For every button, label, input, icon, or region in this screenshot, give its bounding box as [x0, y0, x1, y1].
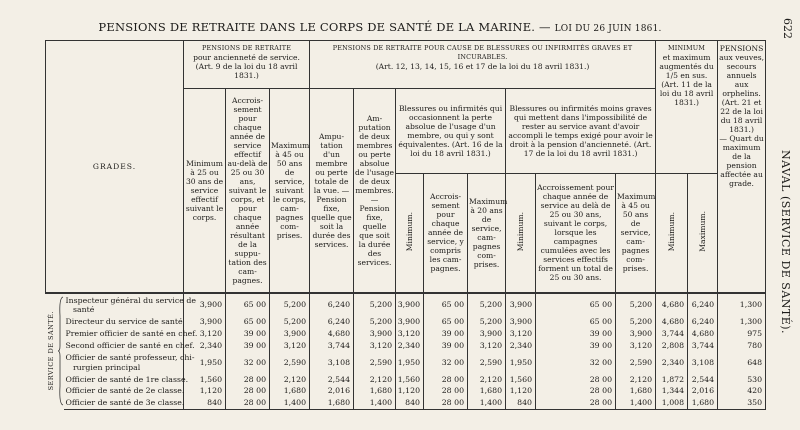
value-cell: 530: [718, 374, 766, 386]
value-cell: 3,120: [270, 340, 310, 352]
value-cell: 3,900: [184, 293, 226, 316]
value-cell: 4,680: [656, 293, 688, 316]
value-cell: 3,120: [396, 328, 424, 340]
value-cell: 28 00: [226, 397, 270, 409]
value-cell: 39 00: [424, 328, 468, 340]
value-cell: 5,200: [270, 316, 310, 328]
grade-name: Premier officier de santé en chef.: [65, 329, 198, 339]
anc-accroissement-header: Accrois-sement pour chaque année de service effectif au-delà de 25 ou 30 ans, suivant le corps, et pour chaque année résultant de la suppu-tation des cam-pagnes.: [226, 88, 270, 293]
value-cell: 65 00: [536, 293, 616, 316]
value-cell: 5,200: [354, 293, 396, 316]
value-cell: 6,240: [310, 316, 354, 328]
value-cell: 3,120: [506, 328, 536, 340]
value-cell: 1,680: [270, 385, 310, 397]
veuves-quart: — Quart du maximum de la pension affectée au grade.: [719, 134, 764, 188]
value-cell: 1,400: [616, 397, 656, 409]
grade-cell: [64, 316, 184, 328]
anc-maximum-header: Maximum à 45 ou 50 ans de service, suivant le corps, cam-pagnes com-prises.: [270, 88, 310, 293]
equiv-minimum-header: [396, 173, 424, 293]
table-row: [46, 397, 766, 409]
equiv-group-header: Blessures ou infirmités qui occasionnent la perte absolue de l'usage d'un membre, ou qui y sont équivalentes. (Art. 16 de la loi du 18 avril 1831.): [396, 88, 506, 173]
augment-minimum-text: Minimum.: [667, 212, 677, 252]
table-row: [46, 340, 766, 352]
value-cell: 2,340: [184, 340, 226, 352]
value-cell: 39 00: [424, 340, 468, 352]
grade-cell: [64, 374, 189, 386]
grade-name-cont: santé: [72, 305, 95, 315]
augment-maximum-text: Maximum.: [698, 211, 708, 253]
value-cell: 39 00: [226, 340, 270, 352]
value-cell: 1,680: [468, 385, 506, 397]
table-row: [46, 293, 766, 316]
moins-group-header: Blessures ou infirmités moins graves qui mettent dans l'impossibilité de rester au service avant d'avoir accompli le temps exigé pour avoir le droit à la pension d'ancienneté. (Art. 17 de la loi du 18 avril 1831.): [506, 88, 656, 173]
value-cell: 65 00: [424, 316, 468, 328]
value-cell: 975: [718, 328, 766, 340]
value-cell: 2,340: [656, 352, 688, 374]
value-cell: 350: [718, 397, 766, 409]
value-cell: 1,300: [718, 316, 766, 328]
grade-name: Officier de santé de 2e classe.: [65, 386, 185, 396]
anciennete-group-header: [184, 41, 310, 89]
value-cell: 1,680: [616, 385, 656, 397]
value-cell: 5,200: [354, 316, 396, 328]
anciennete-label: PENSIONS DE RETRAITE: [201, 44, 292, 52]
grade-cell: [64, 340, 195, 352]
value-cell: 2,120: [354, 374, 396, 386]
value-cell: 1,560: [506, 374, 536, 386]
blessures-sub: (Art. 12, 13, 14, 15, 16 et 17 de la loi du 18 avril 1831.): [375, 62, 590, 71]
value-cell: 2,120: [270, 374, 310, 386]
category-label: SERVICE DE SANTÉ.: [46, 310, 55, 391]
grade-name-cont: rurgien principal: [72, 362, 141, 372]
value-cell: 1,120: [396, 385, 424, 397]
augment-sub: et maximum augmentés du 1/5 en sus. (Art. 11 de la loi du 18 avril 1831.): [659, 53, 714, 107]
value-cell: 3,120: [616, 340, 656, 352]
value-cell: 2,590: [468, 352, 506, 374]
augment-group-header: [656, 41, 718, 174]
value-cell: 32 00: [226, 352, 270, 374]
value-cell: 5,200: [468, 316, 506, 328]
value-cell: 3,900: [506, 316, 536, 328]
value-cell: 2,544: [688, 374, 718, 386]
value-cell: 28 00: [536, 374, 616, 386]
grade-cell: [64, 328, 198, 340]
title-text: PENSIONS DE RETRAITE DANS LE CORPS DE SANTÉ DE LA MARINE. —: [98, 20, 551, 34]
value-cell: 1,400: [468, 397, 506, 409]
value-cell: 1,872: [656, 374, 688, 386]
table-row: [46, 316, 766, 328]
value-cell: 1,300: [718, 293, 766, 316]
value-cell: 32 00: [536, 352, 616, 374]
value-cell: 420: [718, 385, 766, 397]
value-cell: 28 00: [424, 397, 468, 409]
grade-name: Second officier de santé en chef.: [65, 340, 195, 350]
value-cell: 3,108: [688, 352, 718, 374]
value-cell: 1,950: [396, 352, 424, 374]
value-cell: 2,120: [616, 374, 656, 386]
value-cell: 3,900: [396, 293, 424, 316]
value-cell: 2,544: [310, 374, 354, 386]
brace-mark: [58, 296, 64, 406]
anciennete-sub: pour ancienneté de service. (Art. 9 de la loi du 18 avril 1831.): [193, 53, 300, 80]
grades-header: GRADES.: [46, 41, 184, 294]
data-body: [46, 293, 766, 409]
value-cell: 1,950: [506, 352, 536, 374]
amputation-one-header: Ampu-tation d'un membre ou perte totale de la vue. — Pension fixe, quelle que soit la durée des services.: [310, 88, 354, 293]
equiv-maximum-header: Maximum à 20 ans de service, cam-pagnes com-prises.: [468, 173, 506, 293]
value-cell: 1,680: [688, 397, 718, 409]
equiv-minimum-text: Minimum.: [405, 212, 415, 252]
value-cell: 1,120: [506, 385, 536, 397]
moins-minimum-text: Minimum.: [516, 212, 526, 252]
value-cell: 2,590: [616, 352, 656, 374]
value-cell: 3,120: [468, 340, 506, 352]
value-cell: 4,680: [310, 328, 354, 340]
value-cell: 65 00: [226, 293, 270, 316]
table-row: [46, 352, 766, 374]
value-cell: 39 00: [536, 340, 616, 352]
anc-minimum-header: Minimum à 25 ou 30 ans de service effectif suivant le corps.: [184, 88, 226, 293]
grade-name: Officier de santé de 1re classe.: [65, 374, 189, 384]
grade-name: Inspecteur général du service de: [65, 295, 196, 305]
value-cell: 780: [718, 340, 766, 352]
grade-cell: [64, 397, 184, 409]
value-cell: 3,108: [310, 352, 354, 374]
value-cell: 1,680: [354, 385, 396, 397]
grade-cell: [64, 352, 195, 374]
veuves-label: PENSIONS aux veuves, secours annuels aux orphelins. (Art. 21 et 22 de la loi du 18 avril 1831.): [719, 44, 765, 134]
value-cell: 1,400: [270, 397, 310, 409]
blessures-label: PENSIONS DE RETRAITE POUR CAUSE DE BLESSURES OU INFIRMITÉS GRAVES ET INCURABLES.: [332, 44, 633, 61]
page-title: [0, 20, 760, 34]
value-cell: 28 00: [226, 374, 270, 386]
value-cell: 28 00: [226, 385, 270, 397]
brace-cell: [58, 293, 64, 409]
value-cell: 65 00: [424, 293, 468, 316]
value-cell: 28 00: [536, 385, 616, 397]
value-cell: 3,900: [354, 328, 396, 340]
value-cell: 39 00: [536, 328, 616, 340]
value-cell: 1,680: [310, 397, 354, 409]
value-cell: 5,200: [468, 293, 506, 316]
table-row: [46, 374, 766, 386]
equiv-accroissement-header: Accrois-sement pour chaque année de service, y compris les cam-pagnes.: [424, 173, 468, 293]
value-cell: 3,900: [506, 293, 536, 316]
value-cell: 840: [396, 397, 424, 409]
value-cell: 840: [506, 397, 536, 409]
value-cell: 6,240: [688, 316, 718, 328]
value-cell: 3,744: [310, 340, 354, 352]
grade-cell: [64, 385, 184, 397]
value-cell: 2,808: [656, 340, 688, 352]
value-cell: 840: [184, 397, 226, 409]
value-cell: 2,590: [354, 352, 396, 374]
value-cell: 2,120: [468, 374, 506, 386]
amputation-two-header: Am-putation de deux membres ou perte absolue de l'usage de deux membres. — Pension fixe, quelle que soit la durée des services.: [354, 88, 396, 293]
value-cell: 3,120: [354, 340, 396, 352]
value-cell: 648: [718, 352, 766, 374]
header-row-1: [46, 41, 766, 89]
value-cell: 28 00: [424, 374, 468, 386]
value-cell: 32 00: [424, 352, 468, 374]
value-cell: 1,950: [184, 352, 226, 374]
value-cell: 1,120: [184, 385, 226, 397]
value-cell: 28 00: [424, 385, 468, 397]
value-cell: 1,560: [184, 374, 226, 386]
table-row: [46, 385, 766, 397]
value-cell: 4,680: [656, 316, 688, 328]
value-cell: 4,680: [688, 328, 718, 340]
grade-name: Officier de santé de 3e classe.: [65, 398, 185, 408]
grade-cell: [64, 293, 196, 316]
value-cell: 2,016: [310, 385, 354, 397]
value-cell: 5,200: [616, 316, 656, 328]
value-cell: 3,900: [616, 328, 656, 340]
value-cell: 6,240: [688, 293, 718, 316]
moins-maximum-header: Maximum à 45 ou 50 ans de service, cam-pagnes com-prises.: [616, 173, 656, 293]
value-cell: 3,900: [184, 316, 226, 328]
pensions-table: [45, 40, 766, 410]
table-row: [46, 328, 766, 340]
moins-minimum-header: [506, 173, 536, 293]
value-cell: 28 00: [536, 397, 616, 409]
augment-minimum-header: [656, 173, 688, 293]
value-cell: 6,240: [310, 293, 354, 316]
category-cell: [46, 293, 58, 409]
page-number: 622: [781, 18, 794, 39]
value-cell: 2,016: [688, 385, 718, 397]
value-cell: 3,900: [396, 316, 424, 328]
value-cell: 65 00: [536, 316, 616, 328]
value-cell: 3,744: [688, 340, 718, 352]
value-cell: 2,340: [396, 340, 424, 352]
value-cell: 3,900: [270, 328, 310, 340]
value-cell: 5,200: [270, 293, 310, 316]
blessures-group-header: [310, 41, 656, 89]
law-reference: LOI DU 26 JUIN 1861.: [554, 24, 662, 34]
grade-name: Officier de santé professeur, chi-: [65, 353, 195, 363]
value-cell: 1,008: [656, 397, 688, 409]
augment-maximum-header: [688, 173, 718, 293]
value-cell: 3,120: [184, 328, 226, 340]
veuves-header: [718, 41, 766, 294]
value-cell: 65 00: [226, 316, 270, 328]
grade-name: Directeur du service de santé: [65, 317, 183, 327]
value-cell: 3,900: [468, 328, 506, 340]
value-cell: 3,744: [656, 328, 688, 340]
value-cell: 1,560: [396, 374, 424, 386]
value-cell: 1,344: [656, 385, 688, 397]
value-cell: 2,590: [270, 352, 310, 374]
moins-accroissement-header: Accroissement pour chaque année de service au delà de 25 ou 30 ans, suivant le corps, lorsque les campagnes cumulées avec les services effectifs forment un total de 25 ou 30 ans.: [536, 173, 616, 293]
value-cell: 2,340: [506, 340, 536, 352]
value-cell: 39 00: [226, 328, 270, 340]
running-side-title: NAVAL (SERVICE DE SANTÉ).: [779, 150, 792, 335]
augment-label: MINIMUM: [668, 44, 706, 52]
value-cell: 5,200: [616, 293, 656, 316]
value-cell: 1,400: [354, 397, 396, 409]
